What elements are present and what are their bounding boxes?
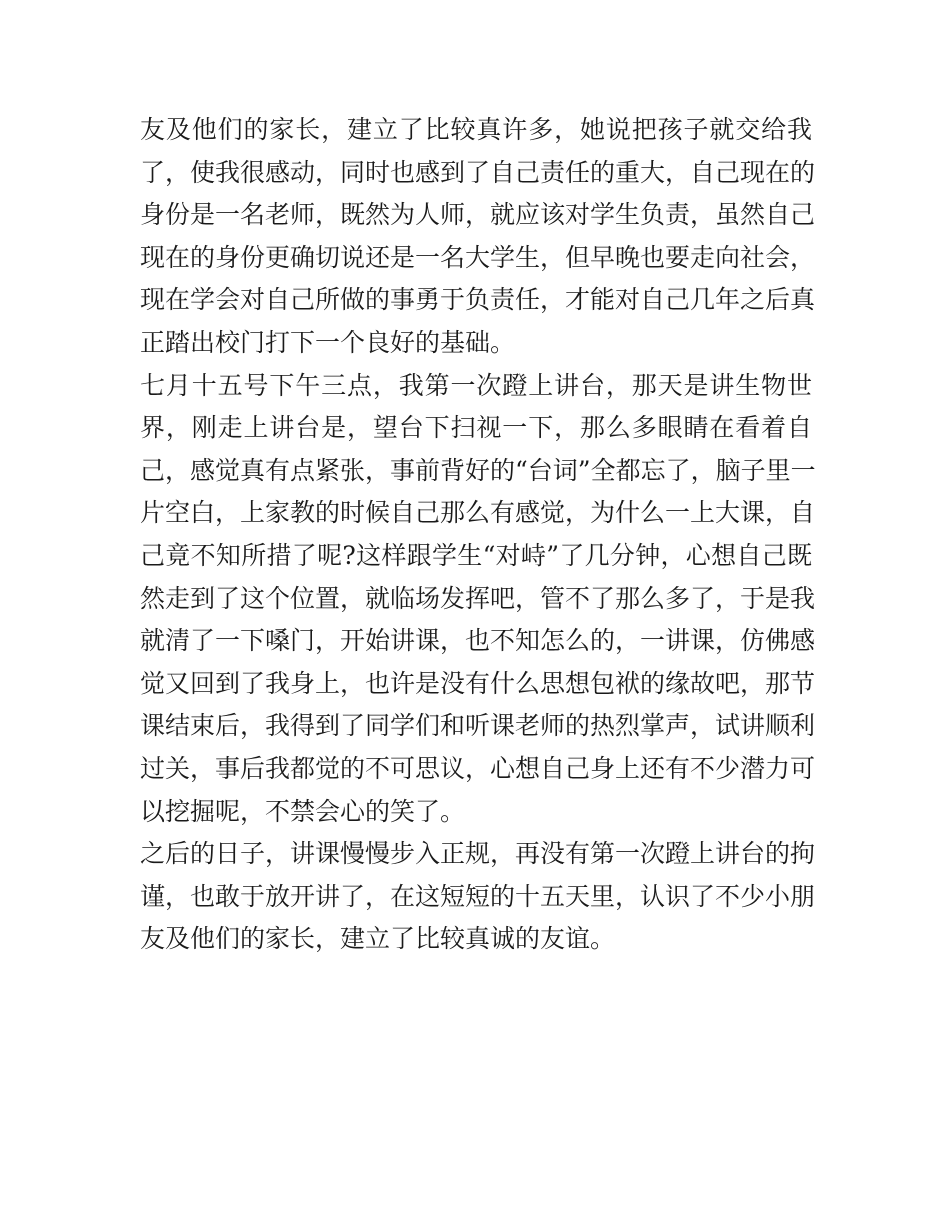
text-line-20: 友及他们的家长，建立了比较真诚的友谊。	[140, 924, 616, 954]
text-line-10: 片空白，上家教的时候自己那么有感觉，为什么一上大课，自	[140, 498, 816, 528]
text-line-13: 就清了一下嗓门，开始讲课，也不知怎么的，一讲课，仿佛感	[140, 626, 816, 656]
text-line-19: 谨，也敢于放开讲了，在这短短的十五天里，认识了不少小朋	[140, 881, 816, 911]
text-line-14: 觉又回到了我身上，也许是没有什么思想包袱的缘故吧，那节	[140, 668, 816, 698]
text-line-16: 过关，事后我都觉的不可思议，心想自己身上还有不少潜力可	[140, 753, 816, 783]
text-line-5: 现在学会对自己所做的事勇于负责任，才能对自己几年之后真	[140, 285, 816, 315]
text-line-8: 界，刚走上讲台是，望台下扫视一下，那么多眼睛在看着自	[140, 413, 812, 443]
text-line-9: 己，感觉真有点紧张，事前背好的“台词”全都忘了，脑子里一	[140, 455, 816, 485]
document-body	[140, 109, 816, 961]
text-line-18: 之后的日子，讲课慢慢步入正规，再没有第一次蹬上讲台的拘	[140, 839, 816, 869]
text-line-3: 身份是一名老师，既然为人师，就应该对学生负责，虽然自己	[140, 200, 816, 230]
text-line-12: 然走到了这个位置，就临场发挥吧，管不了那么多了，于是我	[140, 583, 816, 613]
text-line-1: 友及他们的家长，建立了比较真许多，她说把孩子就交给我	[140, 115, 812, 144]
text-line-15: 课结束后，我得到了同学们和听课老师的热烈掌声，试讲顺利	[140, 711, 816, 741]
text-line-4: 现在的身份更确切说还是一名大学生，但早晚也要走向社会，	[140, 242, 816, 272]
text-line-6: 正踏出校门打下一个良好的基础。	[140, 327, 516, 357]
text-line-7: 七月十五号下午三点，我第一次蹬上讲台，那天是讲生物世	[140, 370, 812, 400]
text-line-11: 己竟不知所措了呢?这样跟学生“对峙”了几分钟，心想自己既	[140, 540, 812, 570]
text-line-17: 以挖掘呢，不禁会心的笑了。	[140, 796, 466, 826]
text-line-2: 了，使我很感动，同时也感到了自己责任的重大，自己现在的	[140, 157, 816, 187]
